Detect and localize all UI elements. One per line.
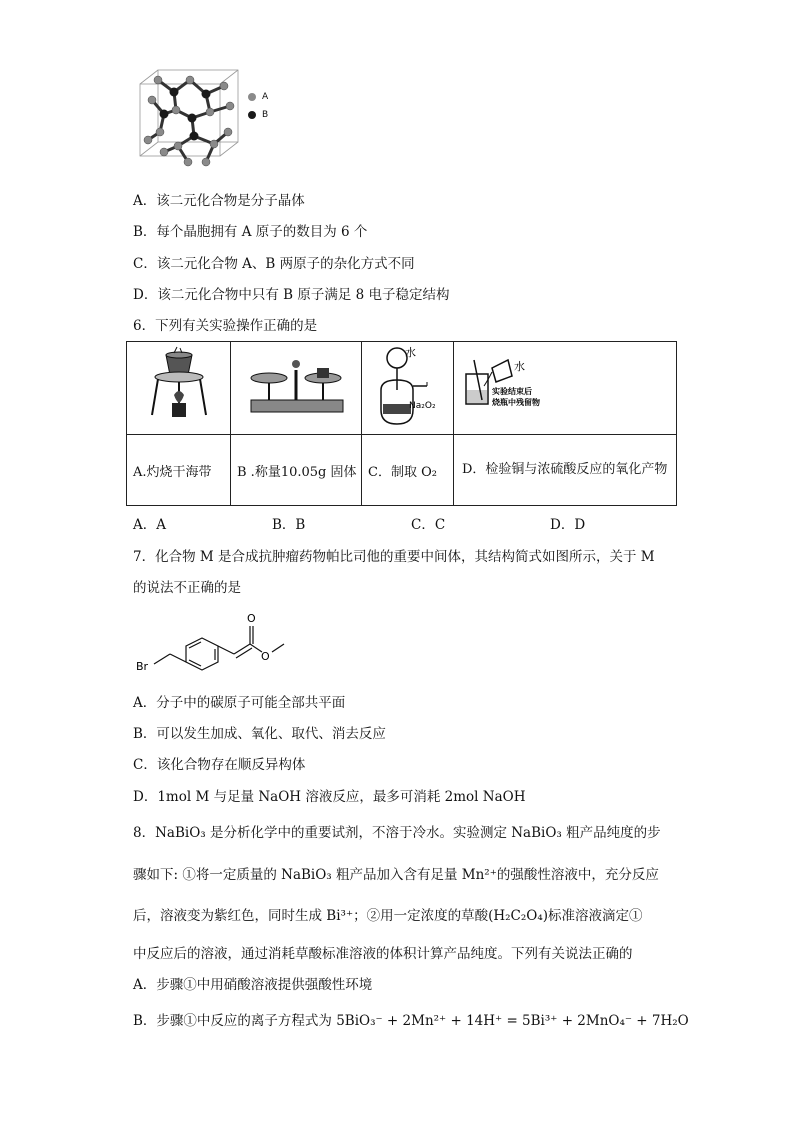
figure-burning-cell bbox=[127, 342, 231, 435]
q8-line4: 中反应后的溶液，通过消耗草酸标准溶液的体积计算产品纯度。下列有关说法正确的 bbox=[133, 946, 633, 962]
residue-label-2: 烧瓶中残留物 bbox=[492, 398, 540, 407]
q8-line1: 8．NaBiO₃ 是分析化学中的重要试剂，不溶于冷水。实验测定 NaBiO₃ 粗产品纯度的步 bbox=[133, 825, 661, 841]
q7-option-b: B．可以发生加成、氧化、取代、消去反应 bbox=[133, 726, 386, 742]
q6-answer-b: B．B bbox=[272, 517, 306, 533]
legend-label-b: B bbox=[262, 110, 269, 120]
q5-option-c: C．该二元化合物 A、B 两原子的杂化方式不同 bbox=[133, 256, 415, 272]
q6-stem: 6．下列有关实验操作正确的是 bbox=[133, 318, 318, 334]
oxygen-generator-icon bbox=[365, 344, 450, 429]
q8-option-b: B．步骤①中反应的离子方程式为 5BiO₃⁻ + 2Mn²⁺ + 14H⁺ = 5Bi³⁺ + 2MnO₄⁻ + 7H₂O bbox=[133, 1013, 689, 1029]
legend-label-a: A bbox=[262, 92, 269, 102]
atom-b-icon bbox=[248, 111, 256, 119]
legend-item-a bbox=[248, 88, 268, 106]
q6-answer-a: A．A bbox=[133, 517, 166, 533]
q8-line3: 后，溶液变为紫红色，同时生成 Bi³⁺；②用一定浓度的草酸(H₂C₂O₄)标准溶液滴定① bbox=[133, 908, 643, 924]
q8-line2: 骤如下: ①将一定质量的 NaBiO₃ 粗产品加入含有足量 Mn²⁺的强酸性溶液中，充分反应 bbox=[133, 867, 659, 883]
q7-option-c: C．该化合物存在顺反异构体 bbox=[133, 757, 306, 773]
q7-stem-line1: 7．化合物 M 是合成抗肿瘤药物帕比司他的重要中间体，其结构简式如图所示，关于 M bbox=[133, 549, 655, 565]
figure-residue-cell bbox=[454, 342, 677, 435]
crystal-legend bbox=[248, 88, 268, 124]
q7-structure bbox=[134, 608, 294, 682]
q7-option-d: D．1mol M 与足量 NaOH 溶液反应，最多可消耗 2mol NaOH bbox=[133, 789, 526, 805]
residue-label-1: 实验结束后 bbox=[492, 387, 532, 396]
na2o2-label: Na₂O₂ bbox=[409, 400, 436, 411]
water-label-2: 水 bbox=[514, 360, 525, 373]
cell-a: A.灼烧干海带 bbox=[127, 435, 231, 506]
crystal-lattice-drawing bbox=[134, 66, 244, 172]
q6-answer-d: D．D bbox=[550, 517, 586, 533]
q6-experiment-table bbox=[126, 341, 677, 506]
q5-option-d: D．该二元化合物中只有 B 原子满足 8 电子稳定结构 bbox=[133, 287, 450, 303]
burning-kelp-apparatus-icon bbox=[144, 345, 214, 427]
q7-stem-line2: 的说法不正确的是 bbox=[133, 580, 241, 596]
dilution-beaker-icon bbox=[462, 356, 562, 416]
q5-option-a: A．该二元化合物是分子晶体 bbox=[133, 193, 305, 209]
figure-o2-cell bbox=[362, 342, 454, 435]
q5-option-b: B．每个晶胞拥有 A 原子的数目为 6 个 bbox=[133, 224, 368, 240]
q8-option-a: A．步骤①中用硝酸溶液提供强酸性环境 bbox=[133, 977, 373, 993]
cell-c: C．制取 O₂ bbox=[362, 435, 454, 506]
compound-m-structure-icon bbox=[134, 608, 294, 678]
crystal-structure-figure bbox=[134, 66, 284, 172]
br-label: Br bbox=[136, 660, 149, 673]
cell-b: B .称量10.05g 固体 bbox=[231, 435, 362, 506]
legend-item-b bbox=[248, 106, 268, 124]
carbonyl-o-label: O bbox=[247, 612, 256, 625]
cell-d: D．检验铜与浓硫酸反应的氧化产物 bbox=[454, 435, 677, 506]
water-label: 水 bbox=[405, 345, 416, 359]
q7-option-a: A．分子中的碳原子可能全部共平面 bbox=[133, 695, 346, 711]
atom-a-icon bbox=[248, 93, 256, 101]
balance-scale-icon bbox=[239, 356, 354, 416]
ester-o-label: O bbox=[261, 650, 270, 663]
q6-answer-c: C．C bbox=[411, 517, 446, 533]
figure-balance-cell bbox=[231, 342, 362, 435]
